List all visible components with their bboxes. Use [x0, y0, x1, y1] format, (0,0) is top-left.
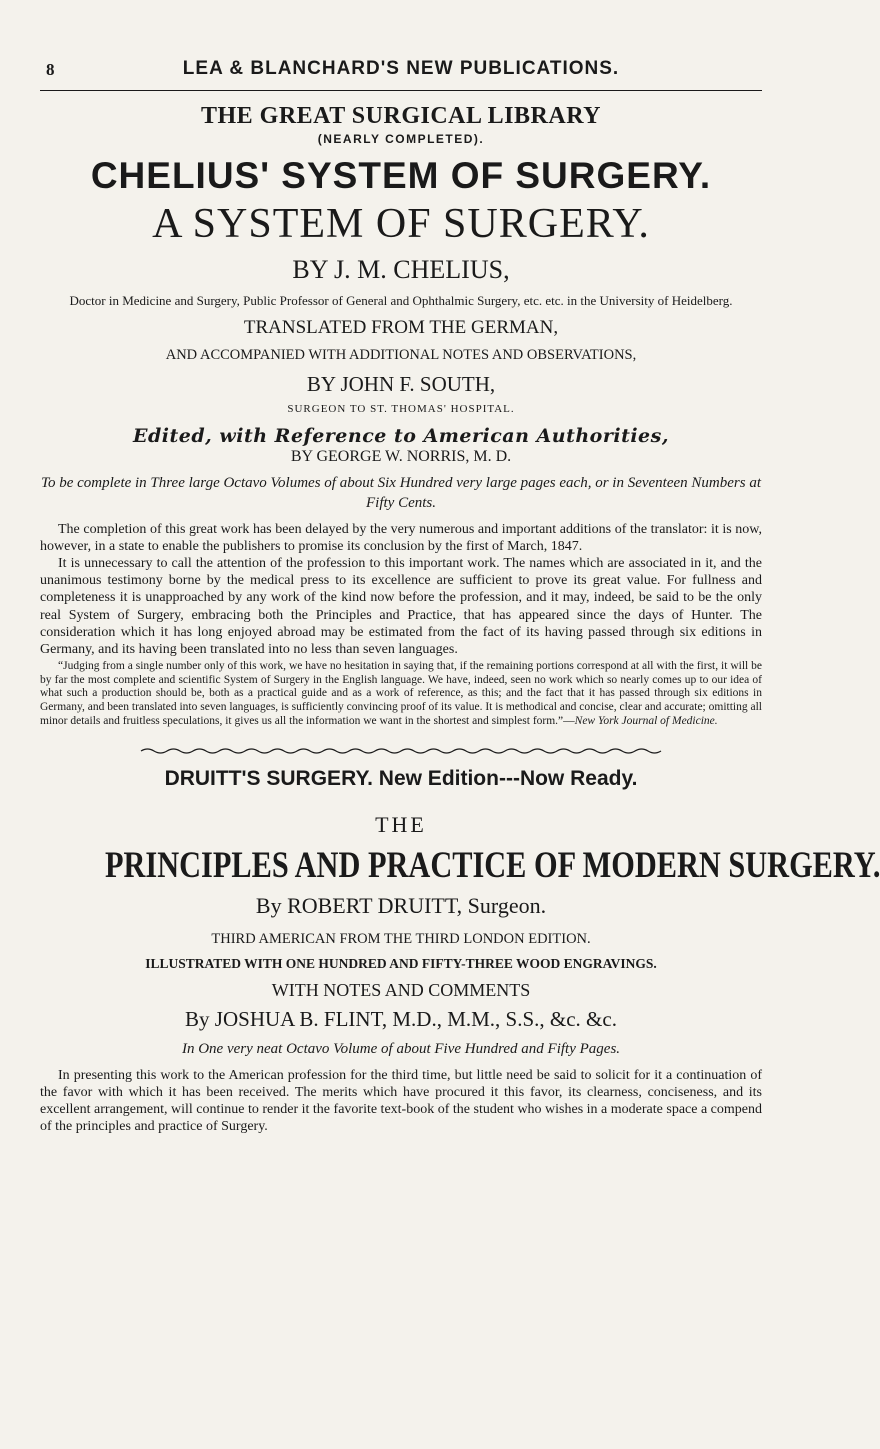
library-subtitle: (NEARLY COMPLETED).	[317, 132, 485, 146]
druitt-illustrated: ILLUSTRATED WITH ONE HUNDRED AND FIFTY-THREE WOOD ENGRAVINGS.	[145, 955, 657, 971]
druitt-author: By ROBERT DRUITT, Surgeon.	[255, 892, 547, 918]
chelius-credentials: Doctor in Medicine and Surgery, Public Professor of General and Ophthalmic Surgery, etc. etc. in the University of Heidelberg.	[69, 292, 733, 308]
accompanied-line: AND ACCOMPANIED WITH ADDITIONAL NOTES AND OBSERVATIONS,	[165, 347, 637, 364]
translator-name: BY JOHN F. SOUTH,	[306, 372, 496, 397]
chelius-paragraph-1: The completion of this great work has been delayed by the very numerous and important additions of the translator: it is now, however, in a state to enable the publishers to promise its conclusion by the first of March, 1847.	[40, 522, 762, 555]
chelius-author: BY J. M. CHELIUS,	[292, 254, 510, 284]
chelius-sans-title: CHELIUS' SYSTEM OF SURGERY.	[90, 155, 712, 196]
quote-source: New York Journal of Medicine.	[574, 714, 718, 727]
edited-line	[40, 425, 762, 448]
edited-blackletter: Edited, with Reference to American Authorities,	[133, 425, 669, 448]
running-head	[40, 56, 762, 91]
library-title: THE GREAT SURGICAL LIBRARY	[200, 103, 602, 129]
page-number: 8	[46, 60, 55, 79]
druitt-paragraph: In presenting this work to the American profession for the third time, but little need be said to solicit for it a continuation of the favor with which it has been received. The merits which have procured it this favor, its clearness, conciseness, and its excellent arrangement, will continue to render it the favorite text-book of the student who wishes in a moderate space a compend of the principles and practice of Surgery.	[40, 1068, 762, 1135]
chelius-editor: BY GEORGE W. NORRIS, M. D.	[290, 448, 512, 466]
page	[0, 56, 880, 1449]
druitt-advertisement	[40, 766, 880, 1136]
chelius-paragraph-2: It is unnecessary to call the attention of the profession to this important work. The names which are associated in it, and the unanimous testimony borne by the medical press to its excellence are sufficient to prove its great value. For fullness and completeness it is unapproached by any work of the kind now before the profession, and it may, indeed, be said to be the only real System of Surgery, embracing both the Principles and Practice, that has appeared since the days of Hunter. The consideration which it has long enjoyed abroad may be estimated from the fact of its having passed through six editions in Germany, and its having been translated into no less than seven languages.	[40, 556, 762, 657]
druitt-title: PRINCIPLES AND PRACTICE OF MODERN SURGERY.	[104, 844, 880, 886]
quote-text: “Judging from a single number only of this work, we have no hesitation in saying that, if the remaining portions correspond at all with the first, it will be by far the most complete and scientific System of Surgery in the English language. We have, indeed, seen no work which so nearly comes up to our idea of what such a production should be, both as a practical guide and as a work of reference, as this; and the fact that it has passed through six editions in Germany, and been translated into seven languages, is sufficiently convincing proof of its value. It is methodical and concise, clear and accurate; omitting all minor details and fruitless speculations, it gives us all the information we want in the shortest and simplest form.”—	[40, 659, 762, 727]
chelius-advertisement	[40, 103, 762, 729]
druitt-the: THE	[375, 811, 427, 837]
press-quote	[40, 660, 762, 729]
wavy-divider	[141, 747, 661, 755]
translated-line: TRANSLATED FROM THE GERMAN,	[243, 317, 559, 339]
druitt-edition: THIRD AMERICAN FROM THE THIRD LONDON EDITION.	[211, 930, 591, 947]
druitt-heading: DRUITT'S SURGERY. New Edition---Now Ready.	[164, 766, 638, 790]
running-title: LEA & BLANCHARD'S NEW PUBLICATIONS.	[182, 58, 620, 79]
chelius-format: To be complete in Three large Octavo Volumes of about Six Hundred very large pages each, or in Seventeen Numbers at Fifty Cents.	[41, 475, 761, 511]
druitt-format: In One very neat Octavo Volume of about Five Hundred and Fifty Pages.	[181, 1040, 621, 1057]
translator-title: SURGEON TO ST. THOMAS' HOSPITAL.	[287, 403, 515, 416]
chelius-serif-title: A SYSTEM OF SURGERY.	[152, 200, 650, 247]
druitt-editor: By JOSHUA B. FLINT, M.D., M.M., S.S., &c. &c.	[185, 1006, 617, 1031]
druitt-with-notes: WITH NOTES AND COMMENTS	[271, 979, 531, 1000]
